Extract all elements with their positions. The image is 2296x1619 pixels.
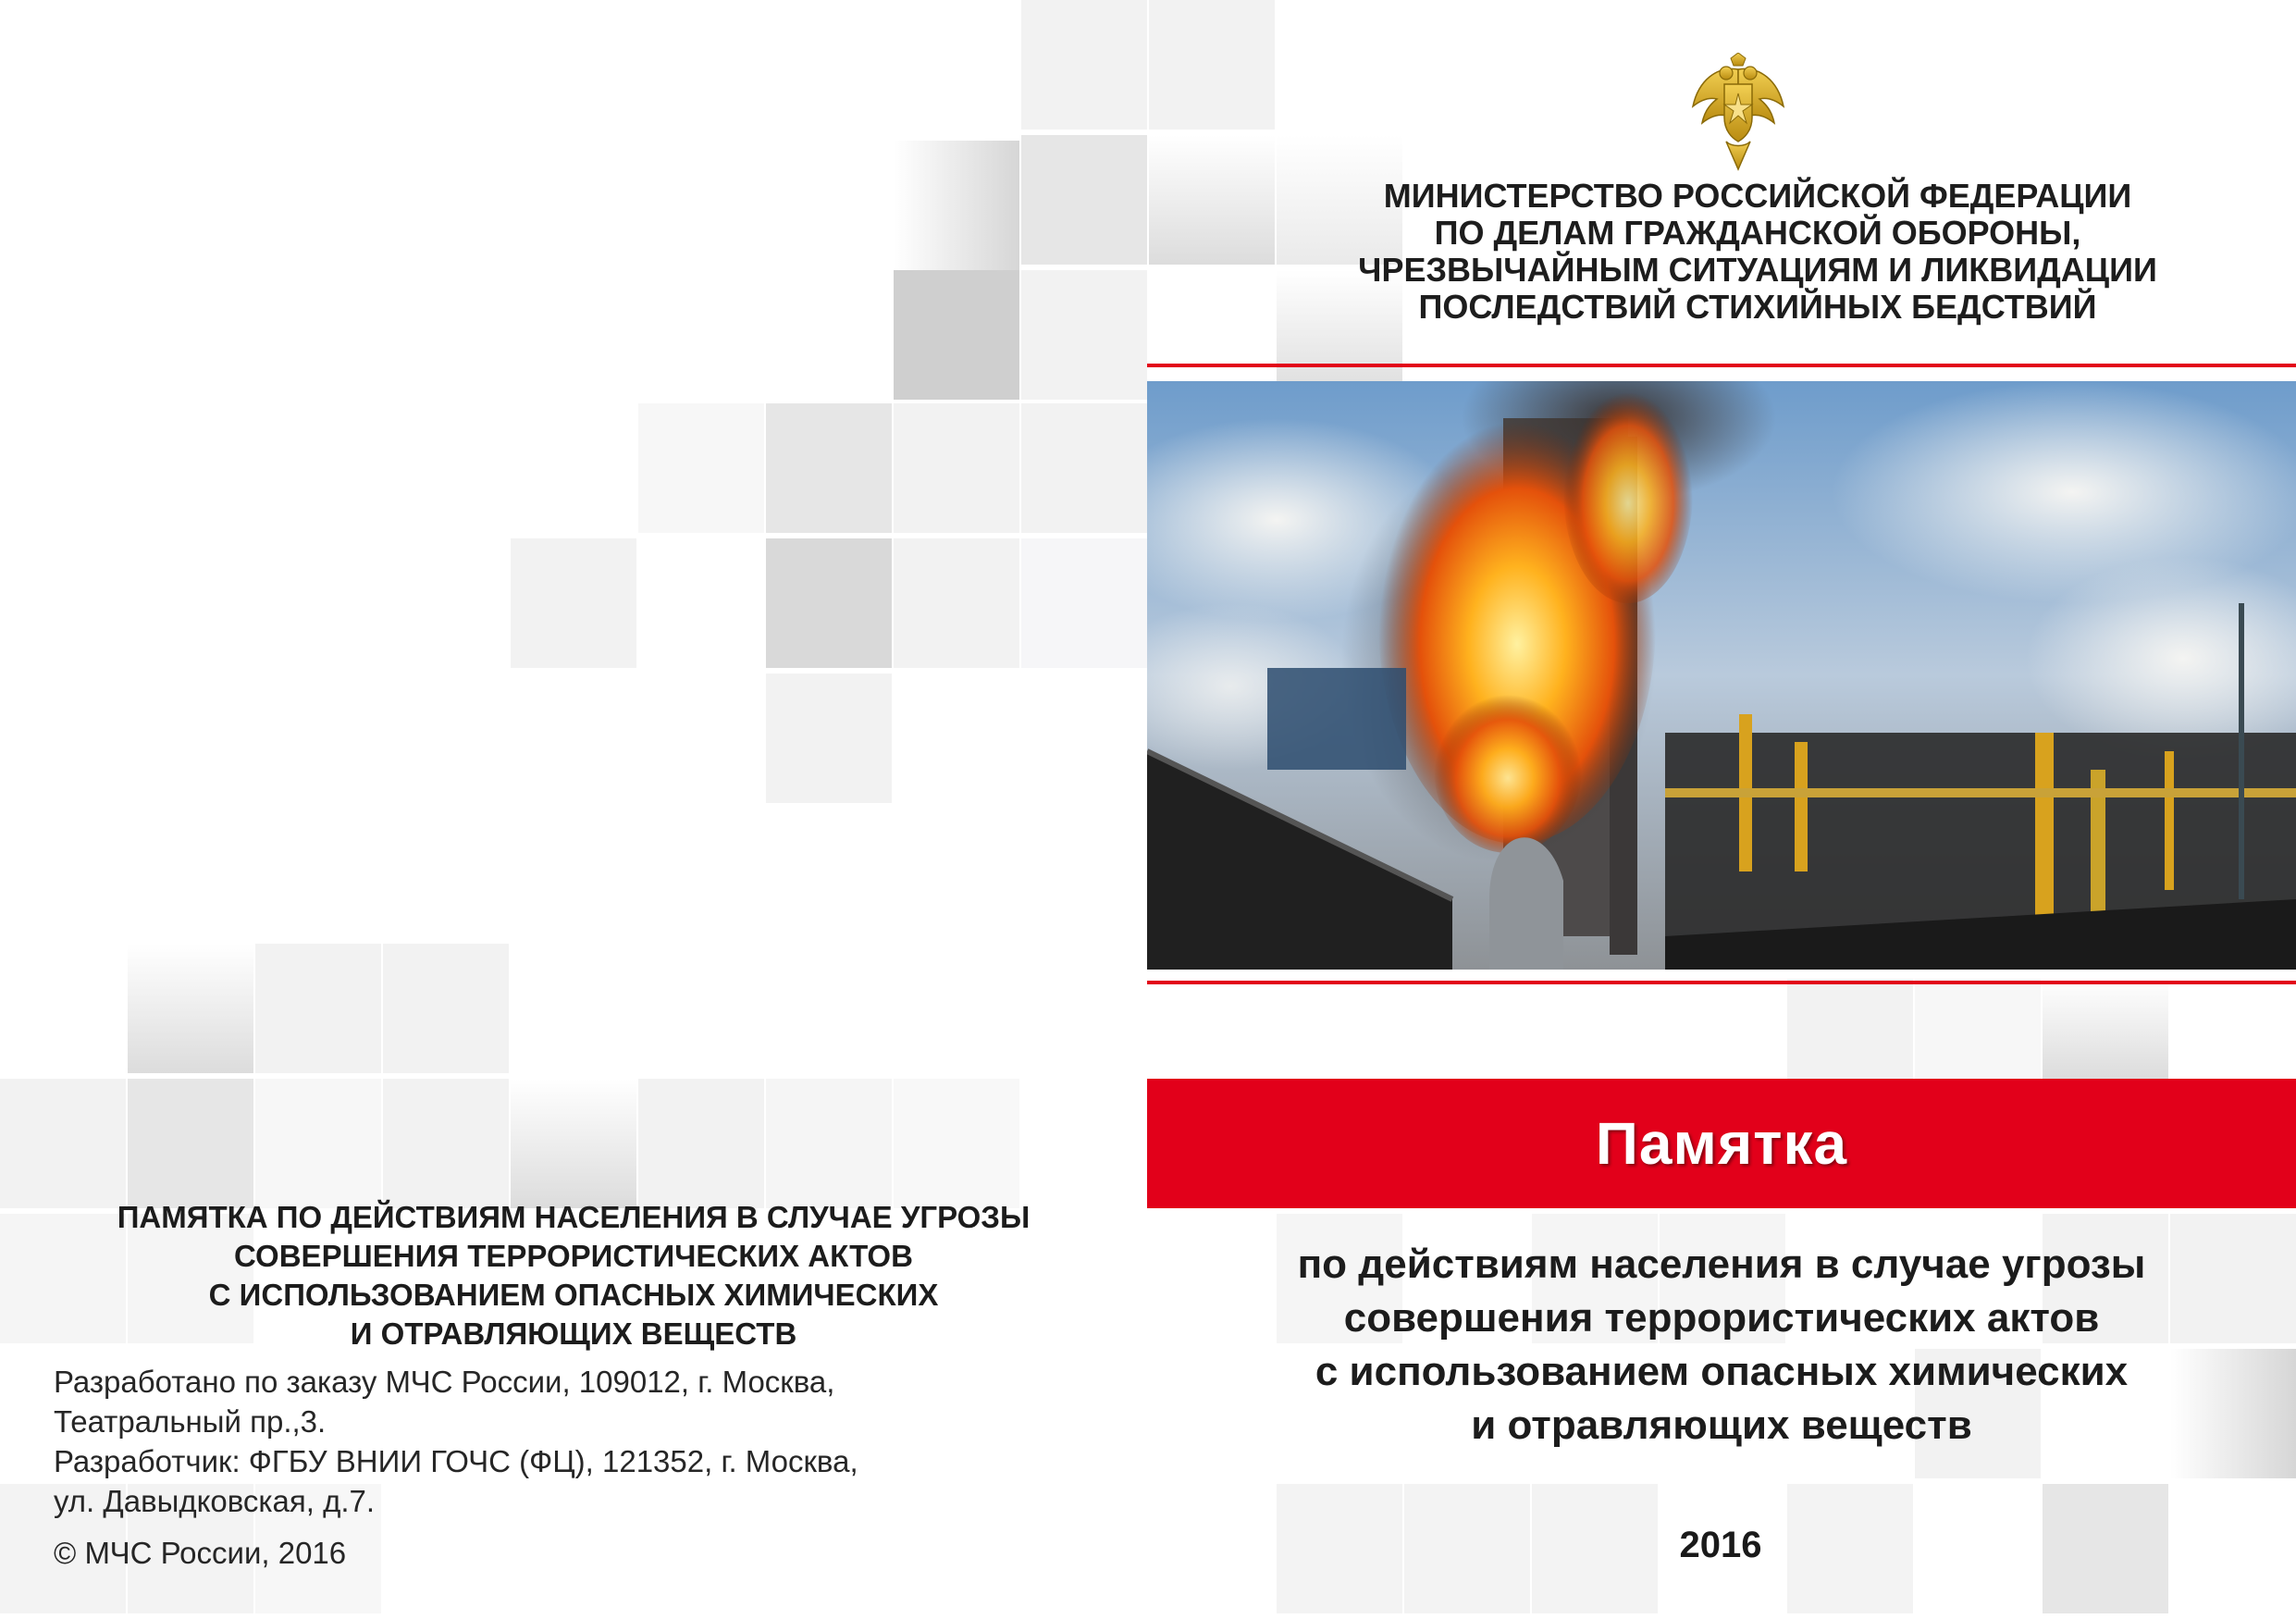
copyright-notice: © МЧС России, 2016 xyxy=(54,1536,347,1570)
ministry-line: МИНИСТЕРСТВО РОССИЙСКОЙ ФЕДЕРАЦИИ xyxy=(1383,177,2132,215)
industrial-fire-photo xyxy=(1147,381,2296,970)
publication-year: 2016 xyxy=(1679,1525,1762,1565)
subtitle-line: по действиям населения в случае угрозы xyxy=(1297,1242,2146,1287)
credits-line: ул. Давыдковская, д.7. xyxy=(54,1484,376,1518)
back-title-line: С ИСПОЛЬЗОВАНИЕМ ОПАСНЫХ ХИМИЧЕСКИХ xyxy=(208,1278,939,1312)
back-cover-title xyxy=(37,1198,1110,1353)
credits-line: Театральный пр.,3. xyxy=(54,1404,327,1439)
back-title-line: И ОТРАВЛЯЮЩИХ ВЕЩЕСТВ xyxy=(350,1316,797,1351)
bottom-red-rule xyxy=(1147,981,2296,984)
back-title-line: ПАМЯТКА ПО ДЕЙСТВИЯМ НАСЕЛЕНИЯ В СЛУЧАЕ УГРОЗЫ xyxy=(117,1200,1031,1234)
ministry-line: ЧРЕЗВЫЧАЙНЫМ СИТУАЦИЯМ И ЛИКВИДАЦИИ xyxy=(1358,251,2157,289)
mchs-emblem-icon xyxy=(1689,53,1787,171)
ministry-line: ПО ДЕЛАМ ГРАЖДАНСКОЙ ОБОРОНЫ, xyxy=(1434,214,2081,252)
subtitle-line: и отравляющих веществ xyxy=(1471,1403,1972,1448)
credits-line: Разработчик: ФГБУ ВНИИ ГОЧС (ФЦ), 121352, г. Москва, xyxy=(54,1444,858,1478)
credits-line: Разработано по заказу МЧС России, 109012, г. Москва, xyxy=(54,1365,835,1399)
ministry-name xyxy=(1295,178,2220,326)
back-title-line: СОВЕРШЕНИЯ ТЕРРОРИСТИЧЕСКИХ АКТОВ xyxy=(234,1239,913,1273)
subtitle-line: с использованием опасных химических xyxy=(1315,1349,2129,1394)
banner-title: Памятка xyxy=(1595,1110,1848,1177)
subtitle-line: совершения террористических актов xyxy=(1343,1295,2100,1341)
title-banner xyxy=(1147,1079,2296,1208)
top-red-rule xyxy=(1147,364,2296,367)
credits-block xyxy=(54,1362,1071,1521)
front-subtitle xyxy=(1203,1238,2240,1452)
ministry-line: ПОСЛЕДСТВИЙ СТИХИЙНЫХ БЕДСТВИЙ xyxy=(1418,288,2097,326)
